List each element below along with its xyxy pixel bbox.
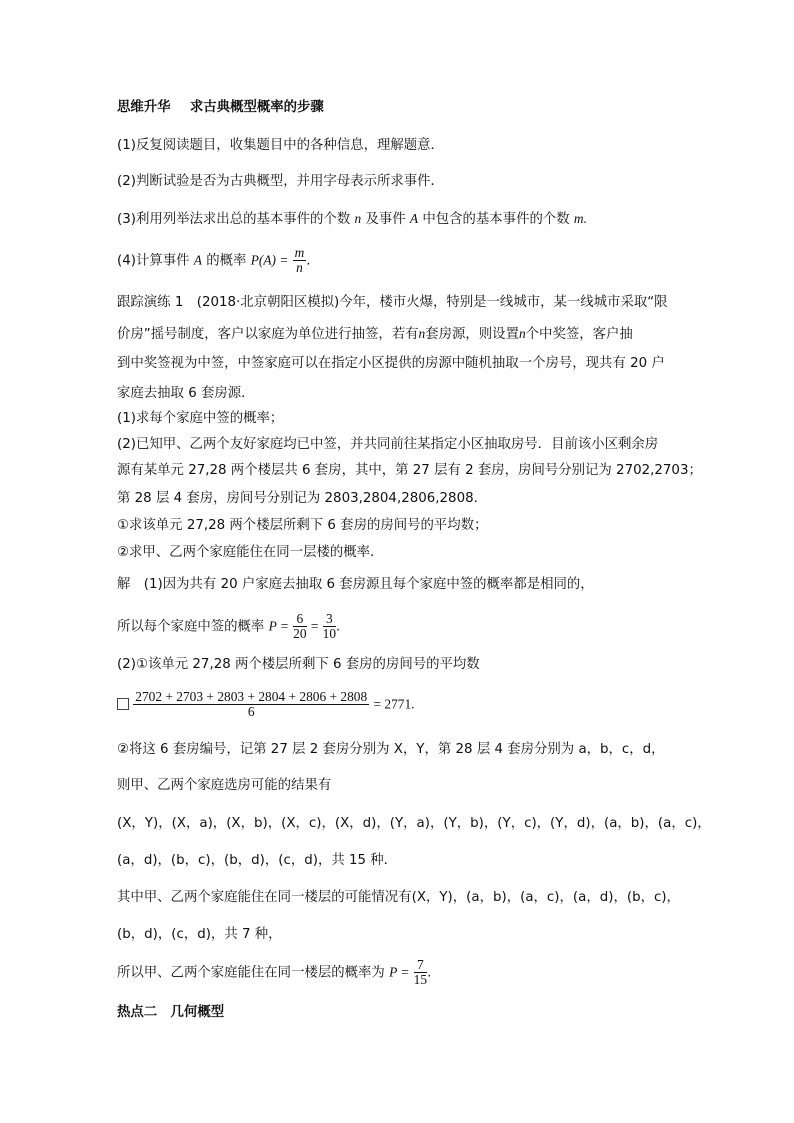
solution-mean-formula: $\frac{2702 + 2703 + 2803 + 2804 + 2806 + 2808}{6}$ = 2771.	[117, 690, 415, 719]
tip-title: 求古典概型概率的步骤	[189, 100, 324, 115]
practice-line-4: 家庭去抽取 6 套房源．	[117, 386, 255, 401]
solution-line-6: 则甲、乙两个家庭选房可能的结果有	[117, 778, 332, 793]
solution-line-2: 所以每个家庭中签的概率 P = $\frac{6}{20}$ = $\frac{3}{10}$ .	[117, 611, 341, 641]
fraction-mean: $\frac{2702 + 2703 + 2803 + 2804 + 2806 + 2808}{6}$	[135, 689, 368, 719]
solution-line-5: ②将这 6 套房编号，记第 27 层 2 套房分别为 X，Y，第 28 层 4 套房分别为 a，b，c，d，	[117, 742, 665, 757]
solution-line-9: 其中甲、乙两个家庭能住在同一楼层的可能情况有(X，Y)，(a，b)，(a，c)，(a，d)，(b，c)，	[117, 890, 680, 905]
practice-line-3: 到中奖签视为中签，中签家庭可以在指定小区提供的房源中随机抽取一个房号，现共有 20 户	[117, 356, 665, 371]
solution-line-3: (2)①该单元 27,28 两个楼层所剩下 6 套房的房间号的平均数	[117, 657, 480, 672]
fraction-6-over-20: $\frac{6}{20}$	[293, 611, 307, 641]
practice-line-2: 价房”摇号制度，客户以家庭为单位进行抽签，若有n套房源，则设置n个中奖签，客户抽	[117, 326, 633, 342]
step-3: (3)利用列举法求出总的基本事件的个数 n 及事件 A 中包含的基本事件的个数 m.	[117, 211, 587, 227]
practice-line-1: 跟踪演练 1 (2018·北京朝阳区模拟)今年，楼市火爆，特别是一线城市，某一线城市采取“限	[117, 295, 668, 310]
step-1: (1)反复阅读题目，收集题目中的各种信息，理解题意．	[117, 138, 444, 153]
next-section-heading: 热点二 几何概型	[117, 1005, 225, 1020]
fraction-3-over-10: $\frac{3}{10}$	[322, 611, 337, 641]
practice-line-5: (1)求每个家庭中签的概率；	[117, 411, 284, 426]
solution-line-11: 所以甲、乙两个家庭能住在同一楼层的概率为 P = $\frac{7}{15}$ .	[117, 957, 432, 987]
practice-line-7: 源有某单元 27,28 两个楼层共 6 套房，其中，第 27 层有 2 套房，房间号分别记为 2702,2703；	[117, 463, 702, 478]
x-bar-symbol-icon	[117, 698, 129, 710]
practice-line-9: ①求该单元 27,28 两个楼层所剩下 6 套房的房间号的平均数；	[117, 518, 488, 533]
practice-line-6: (2)已知甲、乙两个友好家庭均已中签，并共同前往某指定小区抽取房号．目前该小区剩余房	[117, 437, 659, 452]
practice-line-10: ②求甲、乙两个家庭能住在同一层楼的概率．	[117, 545, 384, 560]
solution-line-1: 解 (1)因为共有 20 户家庭去抽取 6 套房源且每个家庭中签的概率都是相同的，	[117, 577, 594, 592]
practice-line-8: 第 28 层 4 套房，房间号分别记为 2803,2804,2806,2808.	[117, 491, 478, 506]
solution-line-7: (X，Y)，(X，a)，(X，b)，(X，c)，(X，d)，(Y，a)，(Y，b)，(Y，c)，(Y，d)，(a，b)，(a，c)，	[117, 816, 711, 831]
fraction-7-over-15: $\frac{7}{15}$	[413, 957, 428, 987]
solution-line-8: (a，d)，(b，c)，(b，d)，(c，d)，共 15 种．	[117, 853, 398, 868]
fraction-m-over-n: $\frac{m}{n}$	[294, 245, 305, 275]
tip-label: 思维升华	[117, 100, 171, 115]
solution-line-10: (b，d)，(c，d)，共 7 种，	[117, 927, 282, 942]
step-2: (2)判断试验是否为古典概型，并用字母表示所求事件．	[117, 174, 444, 189]
tip-heading	[117, 99, 324, 117]
step-4: (4)计算事件 A 的概率 P(A) = $\frac{m}{n}$ .	[117, 245, 311, 275]
